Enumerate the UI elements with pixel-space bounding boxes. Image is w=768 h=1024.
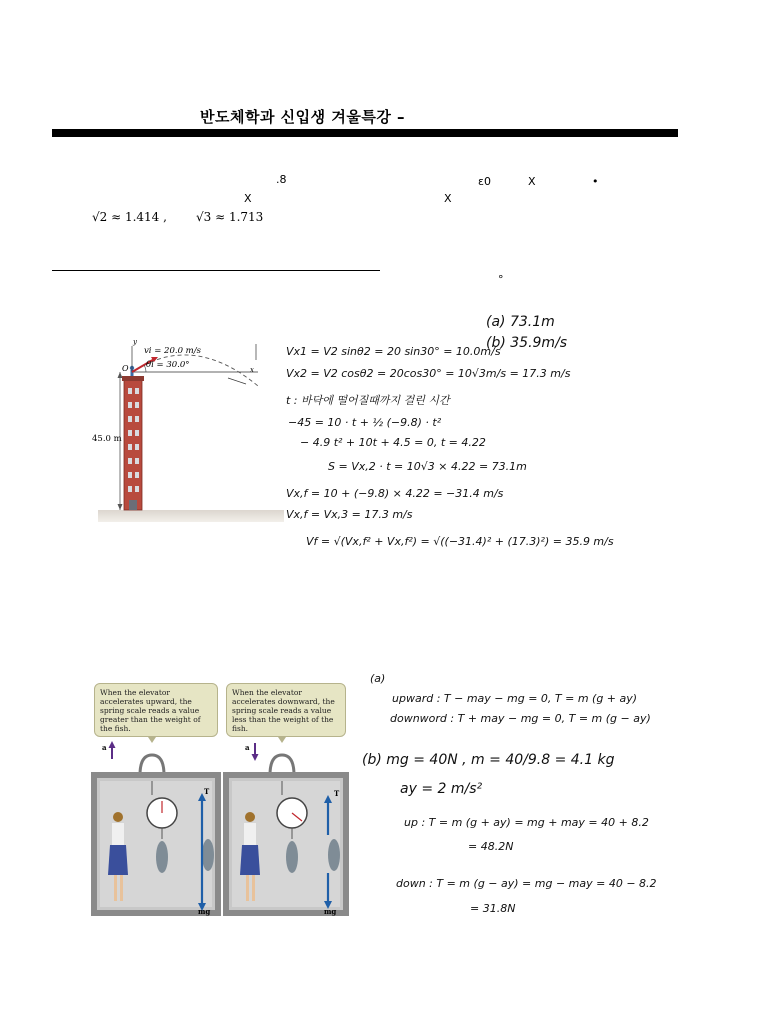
- elevator-up: [94, 755, 218, 913]
- sqrt3-approx: √3 ≈ 1.713: [196, 210, 264, 224]
- work-line: up : T = m (g + ay) = mg + may = 40 + 8.2: [404, 816, 649, 829]
- work-line: (b) mg = 40N , m = 40/9.8 = 4.1 kg: [362, 752, 615, 768]
- projectile-figure: [92, 338, 284, 522]
- work-line: t : 바닥에 떨어질때까지 걸린 시간: [286, 394, 450, 407]
- work-line: (a): [370, 672, 386, 685]
- work-line: −45 = 10 · t + ½ (−9.8) · t²: [288, 416, 442, 429]
- work-line: ay = 2 m/s²: [400, 781, 483, 797]
- answer-a: (a) 73.1m: [486, 314, 555, 330]
- section-divider: [52, 270, 380, 271]
- degree-mark: °: [498, 273, 504, 286]
- vi-label: vi = 20.0 m/s: [144, 346, 201, 356]
- page-title: 반도체학과 신입생 겨울특강 –: [200, 108, 406, 126]
- work-line: − 4.9 t² + 10t + 4.5 = 0, t = 4.22: [300, 436, 486, 449]
- ground: [98, 510, 284, 522]
- weight-label: mg: [198, 907, 211, 916]
- intro-bullet: •: [592, 175, 599, 188]
- height-arrow-bottom: [118, 504, 123, 510]
- answer-b: (b) 35.9m/s: [486, 335, 568, 351]
- work-line: down : T = m (g − ay) = mg − may = 40 − 8.2: [396, 877, 657, 890]
- callout-downward: When the elevator accelerates downward, the spring scale reads a value less than the weight of the fish.: [226, 683, 346, 737]
- a-vector-label-2: a: [245, 743, 250, 752]
- intro-x-1: X: [528, 175, 536, 188]
- callout-upward: When the elevator accelerates upward, the spring scale reads a value greater than the weight of the fish.: [94, 683, 218, 737]
- origin-label: O: [122, 364, 129, 373]
- intro-x-2: X: [244, 192, 252, 205]
- work-line: Vx,f = Vx,3 = 17.3 m/s: [286, 508, 413, 521]
- sqrt2-approx: √2 ≈ 1.414 ,: [92, 210, 167, 224]
- weight-label-2: mg: [324, 907, 337, 916]
- work-line: Vf = √(Vx,f² + Vx,f²) = √((−31.4)² + (17.3)²) = 35.9 m/s: [306, 535, 614, 548]
- work-line: Vx1 = V2 sinθ2 = 20 sin30° = 10.0m/s: [286, 345, 501, 358]
- height-label: 45.0 m: [92, 434, 122, 444]
- elevator-figure-svg: [90, 735, 350, 920]
- work-line: S = Vx,2 · t = 10√3 × 4.22 = 73.1m: [328, 460, 527, 473]
- building: [124, 380, 142, 510]
- tension-label-2: T: [334, 789, 340, 798]
- a-vector-label: a: [102, 743, 107, 752]
- work-line: Vx,f = 10 + (−9.8) × 4.22 = −31.4 m/s: [286, 487, 504, 500]
- work-line: Vx2 = V2 cosθ2 = 20cos30° = 10√3m/s = 17.3 m/s: [286, 367, 571, 380]
- work-line: upward : T − may − mg = 0, T = m (g + ay): [392, 692, 638, 705]
- theta-label: θi = 30.0°: [146, 360, 190, 370]
- elevator-down: [226, 755, 346, 913]
- y-axis-label: y: [133, 338, 137, 346]
- work-line: downword : T + may − mg = 0, T = m (g − ay): [390, 712, 651, 725]
- work-line: = 31.8N: [470, 902, 516, 915]
- tension-label: T: [204, 787, 210, 796]
- intro-fragment-8: .8: [276, 173, 287, 186]
- header-rule: [52, 129, 678, 137]
- intro-x-3: X: [444, 192, 452, 205]
- x-axis-label: x: [250, 366, 254, 374]
- work-line: = 48.2N: [468, 840, 514, 853]
- epsilon-symbol: ε0: [478, 175, 491, 188]
- building-roof: [122, 376, 144, 381]
- elevator-figure: [90, 735, 350, 920]
